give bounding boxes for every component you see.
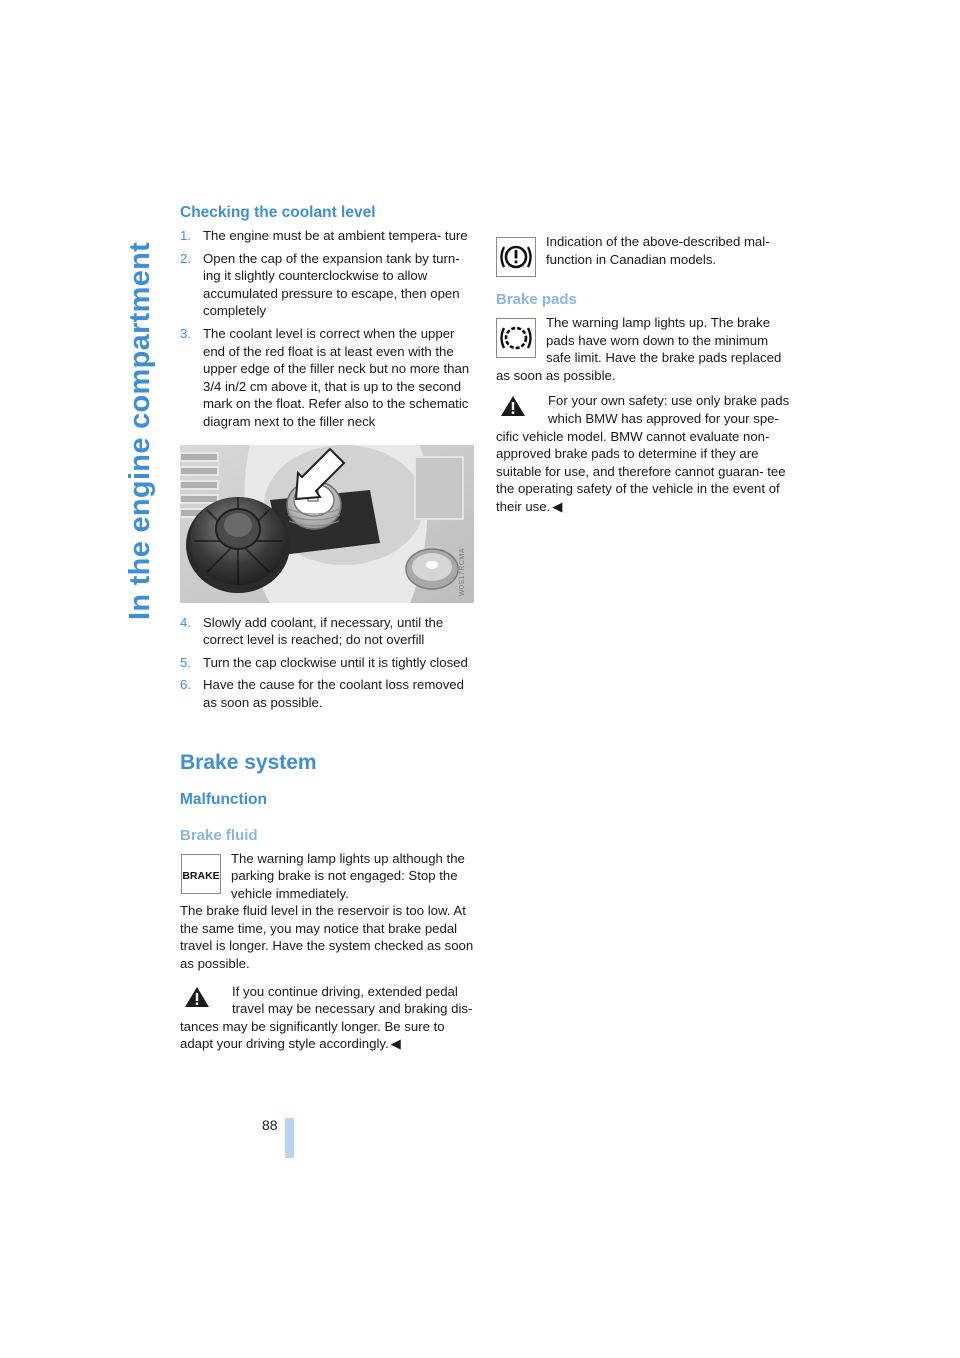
step-text: Have the cause for the coolant loss removed as soon as possible. bbox=[203, 677, 464, 710]
coolant-steps-list bbox=[180, 227, 476, 431]
coolant-tank-illustration bbox=[180, 445, 474, 603]
step-number: 2. bbox=[180, 250, 191, 266]
list-item bbox=[180, 676, 476, 711]
list-item bbox=[180, 250, 476, 320]
canada-note-block bbox=[496, 233, 792, 279]
step-number: 1. bbox=[180, 228, 191, 243]
brake-circle-warning-icon bbox=[496, 237, 538, 277]
figure-code: W0S17RCMA bbox=[459, 548, 467, 597]
brake-pads-text: The warning lamp lights up. The brake pads have worn down to the minimum safe limit. Have the brake pads replaced as soon as possible. bbox=[496, 315, 782, 383]
step-text: Turn the cap clockwise until it is tightly closed bbox=[203, 654, 468, 670]
step-text: The coolant level is correct when the upper end of the red float is at least even with the upper edge of the filler neck but no more than 3/4 in/2 cm above it, that is up to the second mark on the float. Refer also to the schematic diagram next to the filler neck bbox=[203, 325, 470, 429]
brake-system-heading: Brake system bbox=[180, 750, 317, 774]
step-number: 4. bbox=[180, 614, 191, 630]
malfunction-heading: Malfunction bbox=[180, 790, 267, 808]
brake-pads-block bbox=[496, 314, 792, 384]
step-number: 5. bbox=[180, 654, 191, 670]
canada-note: Indication of the above-described mal- function in Canadian models. bbox=[546, 234, 770, 267]
list-item bbox=[180, 654, 476, 672]
list-item bbox=[180, 227, 476, 245]
back-mark-icon: ◀ bbox=[390, 1036, 401, 1052]
warning-triangle-icon bbox=[184, 985, 210, 1009]
step-text: Slowly add coolant, if necessary, until the correct level is reached; do not overfill bbox=[203, 614, 444, 648]
step-text: The engine must be at ambient tempera- ture bbox=[203, 228, 468, 243]
page-number-bar bbox=[285, 1118, 294, 1158]
step-number: 6. bbox=[180, 677, 191, 693]
step-text: Open the cap of the expansion tank by turn- ing it slightly counterclockwise to allow accumulated pressure to escape, then open completely bbox=[203, 250, 460, 319]
right-column bbox=[496, 203, 792, 516]
coolant-tank-photo bbox=[180, 445, 474, 603]
brake-fluid-heading: Brake fluid bbox=[180, 826, 258, 844]
section-side-title: In the engine compartment bbox=[124, 241, 156, 620]
warning-text: If you continue driving, extended pedal travel may be necessary and braking dis- tances may be significantly longer. Be sure to adapt your driving style accordingly. bbox=[180, 983, 473, 1052]
brake-icon-label: BRAKE bbox=[182, 869, 220, 882]
coolant-steps-list-continued bbox=[180, 614, 476, 712]
brake-pads-heading: Brake pads bbox=[496, 291, 577, 308]
brake-fluid-warning bbox=[180, 983, 476, 1053]
brake-warning-lamp-icon bbox=[181, 854, 223, 894]
list-item bbox=[180, 614, 476, 649]
brake-fluid-intro: The warning lamp lights up although the parking brake is not engaged: Stop the vehicle immediately. bbox=[231, 850, 465, 901]
brake-fluid-body: The brake fluid level in the reservoir is too low. At the same time, you may notice that brake pedal travel is longer. Have the system checked as soon as possible. bbox=[180, 903, 474, 972]
step-number: 3. bbox=[180, 325, 191, 341]
left-column bbox=[180, 203, 476, 1053]
brake-fluid-block bbox=[180, 850, 476, 973]
brake-pads-warning bbox=[496, 392, 792, 515]
brake-pad-wear-icon bbox=[496, 318, 538, 358]
page-number: 88 bbox=[262, 1117, 278, 1133]
coolant-heading: Checking the coolant level bbox=[180, 204, 376, 221]
back-mark-icon: ◀ bbox=[552, 498, 563, 514]
warning-text: For your own safety: use only brake pads which BMW has approved for your spe- cific vehicle model. BMW cannot evaluate non- approved brake pads to determine if they are suitable for use, and therefore cannot guaran- tee the operating safety of the vehicle in the event of their use. bbox=[496, 393, 790, 514]
warning-triangle-icon bbox=[500, 394, 526, 418]
list-item bbox=[180, 325, 476, 431]
